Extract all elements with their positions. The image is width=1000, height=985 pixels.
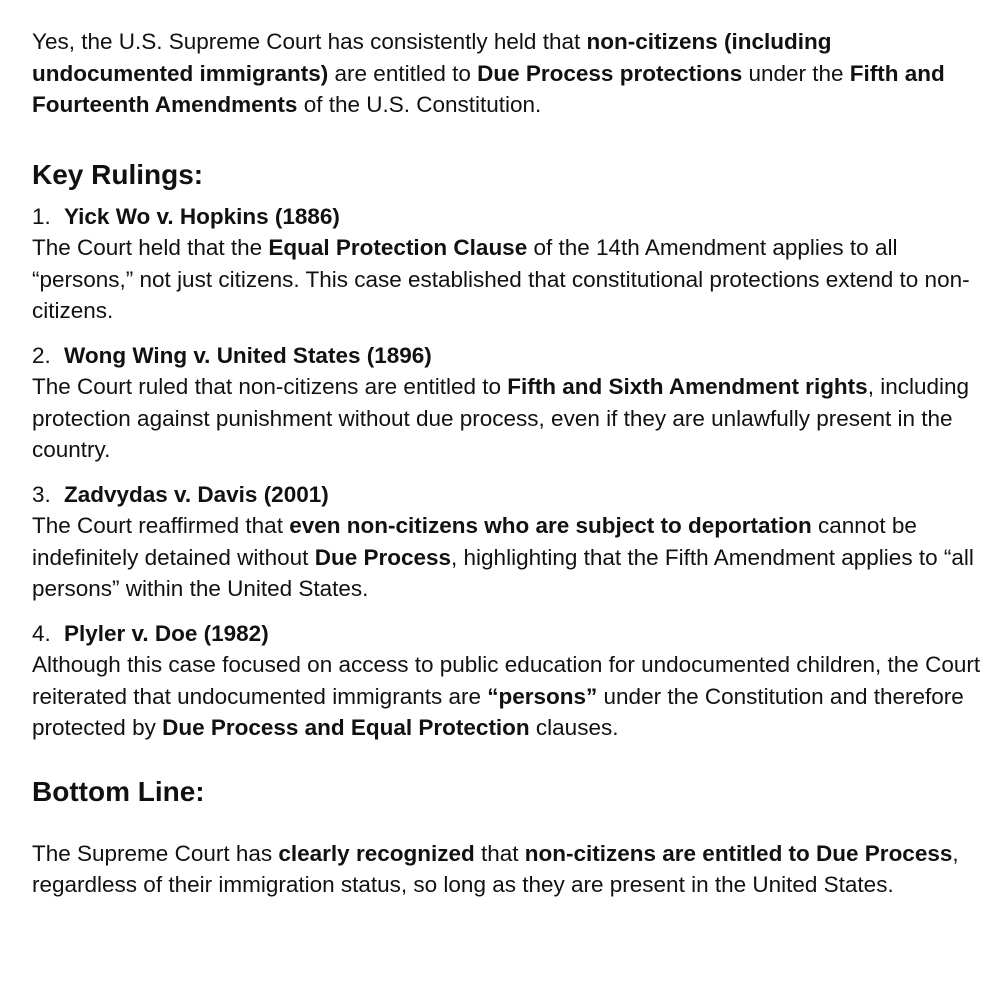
ruling-text: The Court reaffirmed that — [32, 513, 290, 538]
ruling-title: Yick Wo v. Hopkins (1886) — [64, 203, 340, 229]
ruling-emphasis: Equal Protection Clause — [268, 235, 528, 260]
ruling-title: Plyler v. Doe (1982) — [64, 620, 269, 646]
intro-text: Yes, the U.S. Supreme Court has consistently held that — [32, 29, 587, 54]
ruling-title: Wong Wing v. United States (1896) — [64, 342, 432, 368]
bottom-line-text: , regardless of their immigration status, so long as they are present in the United States. — [32, 840, 959, 897]
ruling-item-1 — [32, 201, 984, 327]
ruling-number: 4. — [32, 620, 51, 646]
key-rulings-heading: Key Rulings: — [32, 158, 204, 190]
ruling-text: under the Constitution and therefore protected by — [32, 683, 964, 740]
intro-text: of the U.S. Constitution. — [297, 92, 542, 117]
intro-emphasis: Fifth and Fourteenth Amendments — [32, 60, 945, 117]
bottom-line-heading: Bottom Line: — [32, 775, 205, 807]
ruling-item-2 — [32, 340, 984, 466]
intro-paragraph — [32, 26, 984, 121]
ruling-emphasis: Due Process and Equal Protection — [162, 715, 530, 740]
bottom-line-emphasis: clearly recognized — [278, 840, 475, 866]
bottom-line-emphasis: non-citizens are entitled to Due Process — [524, 840, 953, 866]
ruling-text: of the 14th Amendment applies to all “persons,” not just citizens. This case established that constitutional protections extend to non-citizens. — [32, 235, 970, 323]
intro-text: are entitled to — [328, 60, 478, 86]
ruling-number: 1. — [32, 203, 51, 229]
ruling-number: 2. — [32, 342, 51, 368]
bottom-line-text: that — [474, 840, 525, 866]
intro-text: under the — [742, 60, 850, 86]
ruling-emphasis: Due Process — [314, 544, 452, 570]
bottom-line-paragraph — [32, 838, 984, 901]
ruling-text: , including protection against punishment without due process, even if they are unlawfully present in the country. — [32, 374, 970, 462]
ruling-item-3 — [32, 479, 984, 605]
intro-emphasis: Due Process protections — [477, 60, 743, 86]
ruling-emphasis: even non-citizens who are subject to deportation — [289, 513, 812, 538]
ruling-text: cannot be indefinitely detained without — [32, 513, 917, 570]
ruling-title: Zadvydas v. Davis (2001) — [64, 481, 329, 507]
intro-emphasis: non-citizens (including undocumented immigrants) — [32, 29, 832, 86]
ruling-emphasis: Fifth and Sixth Amendment rights — [507, 374, 868, 399]
ruling-number: 3. — [32, 481, 51, 507]
ruling-text: The Court ruled that non-citizens are entitled to — [32, 374, 508, 399]
ruling-text: The Court held that the — [32, 235, 269, 260]
ruling-text: , highlighting that the Fifth Amendment applies to “all persons” within the United States. — [32, 544, 974, 601]
ruling-text: Although this case focused on access to public education for undocumented children, the Court reiterated that undocumented immigrants are — [32, 652, 981, 709]
bottom-line-text: The Supreme Court has — [32, 840, 279, 866]
ruling-item-4 — [32, 618, 984, 744]
ruling-text: clauses. — [529, 715, 619, 740]
ruling-emphasis: “persons” — [487, 683, 598, 709]
